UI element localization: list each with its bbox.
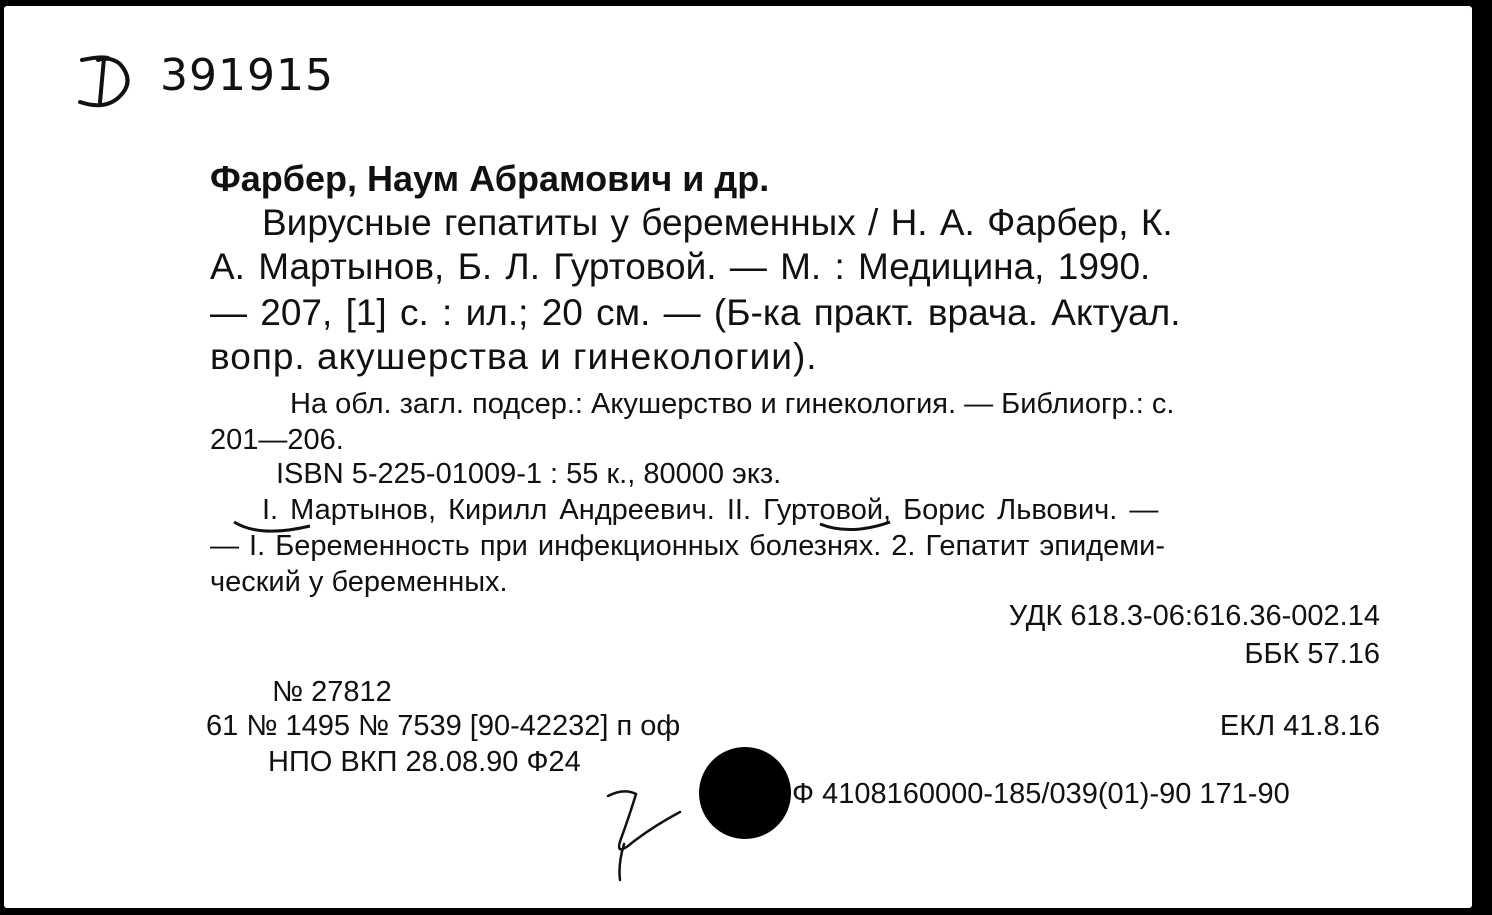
tracing-underline-mark (230, 514, 910, 554)
description-line-2: А. Мартынов, Б. Л. Гуртовой. — М. : Медицина, 1990. (210, 246, 1151, 287)
description-line-4: вопр. акушерства и гинекологии). (210, 336, 818, 377)
bbk-code: ББК 57.16 (1244, 638, 1380, 670)
tracing-line-3: ческий у беременных. (210, 566, 508, 598)
note-line-2: 201—206. (210, 424, 344, 456)
print-line: 61 № 1495 № 7539 [90-42232] п оф (206, 710, 681, 742)
description-line-3: — 207, [1] с. : ил.; 20 см. — (Б-ка практ. врача. Актуал. (210, 292, 1181, 333)
description-line-1: Вирусные гепатиты у беременных / Н. А. Фарбер, К. (262, 202, 1173, 243)
handwritten-mark (600, 784, 690, 884)
catalog-code: Ф 4108160000-185/039(01)-90 171-90 (792, 778, 1290, 810)
card-number: 391915 (160, 50, 334, 101)
note-line-1: На обл. загл. подсер.: Акушерство и гинекология. — Библиогр.: с. (290, 388, 1175, 420)
ekl-code: ЕКЛ 41.8.16 (1219, 710, 1380, 742)
punch-hole (699, 747, 791, 839)
npo-line: НПО ВКП 28.08.90 Ф24 (268, 746, 581, 778)
catalog-card (4, 6, 1472, 908)
tracing-line-2: — I. Беременность при инфекционных болезнях. 2. Гепатит эпидеми- (210, 530, 1166, 562)
tracing-line-1: I. Мартынов, Кирилл Андреевич. II. Гуртовой, Борис Львович. — (262, 494, 1159, 526)
author-heading: Фарбер, Наум Абрамович и др. (210, 158, 770, 199)
isbn-line: ISBN 5-225-01009-1 : 55 к., 80000 экз. (276, 458, 782, 490)
card-letter-mark (74, 52, 154, 112)
order-number: № 27812 (272, 676, 392, 708)
udk-code: УДК 618.3-06:616.36-002.14 (1008, 600, 1380, 632)
